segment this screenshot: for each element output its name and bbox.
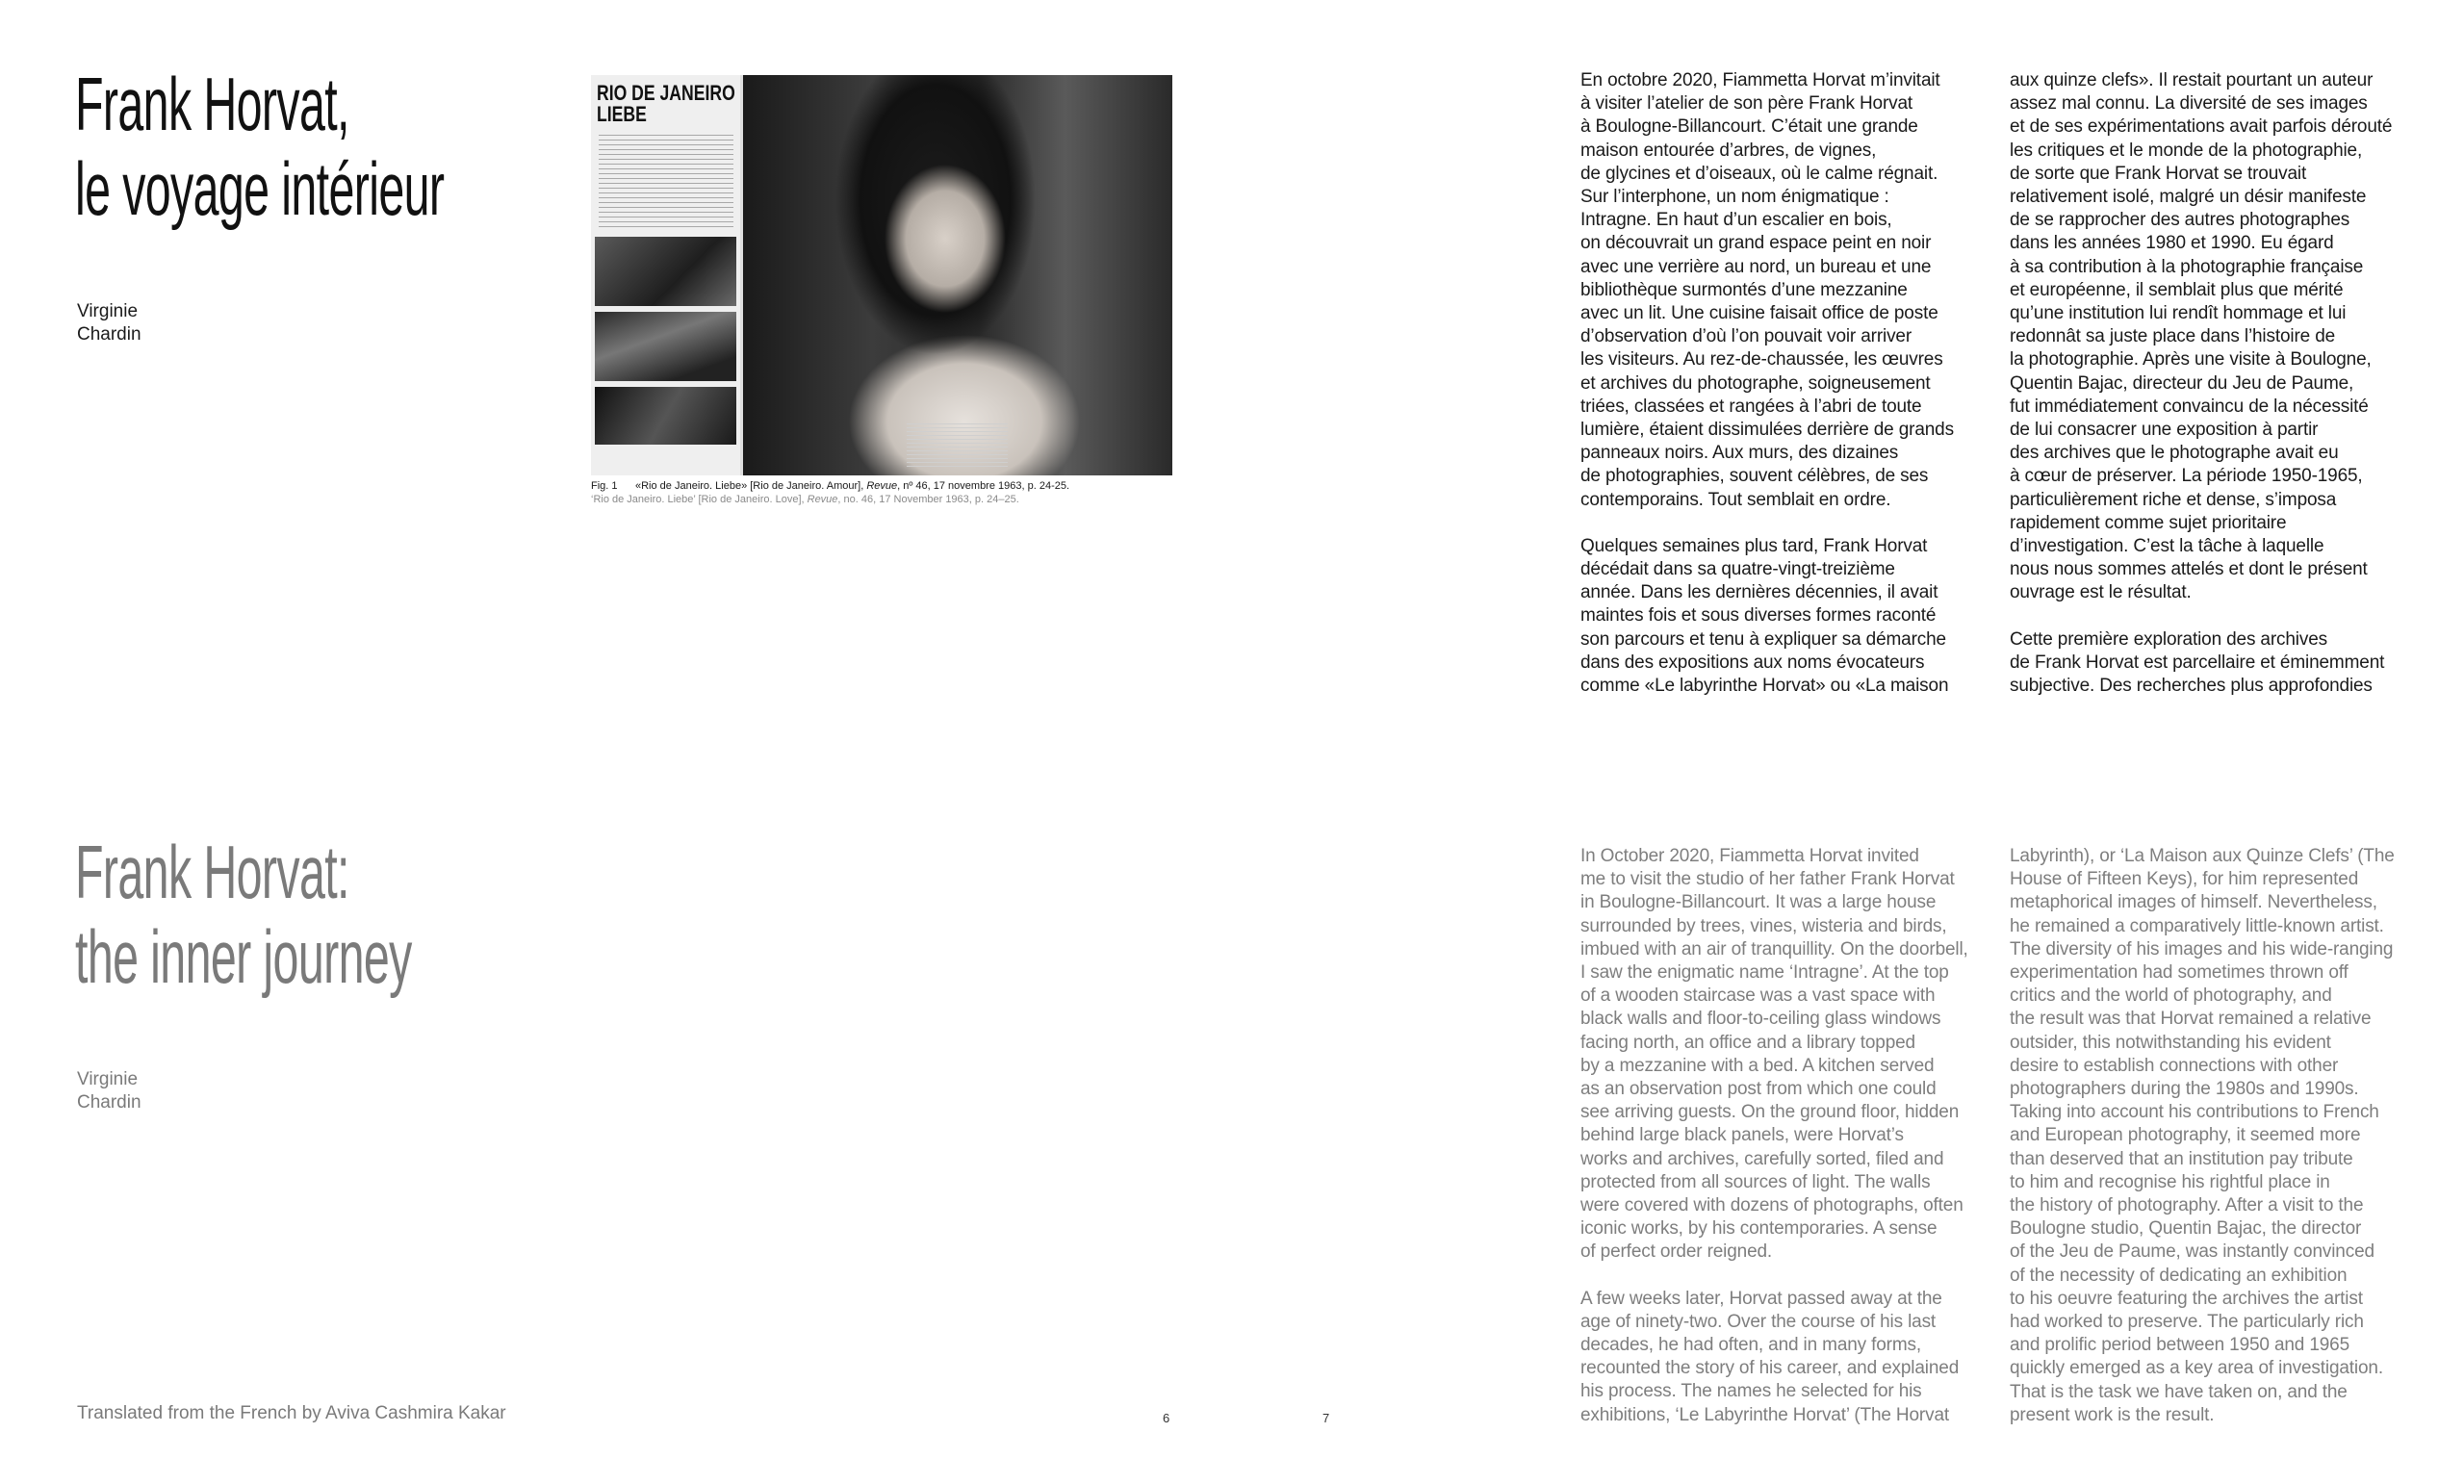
text-line: et archives du photographe, soigneusement — [1580, 372, 1931, 394]
text-line: photographers during the 1980s and 1990s. — [2010, 1079, 2359, 1100]
paragraph — [2010, 628, 2424, 699]
caption-text: ‘Rio de Janeiro. Liebe’ [Rio de Janeiro. Love], — [591, 494, 808, 505]
text-line: exhibitions, ‘Le Labyrinthe Horvat’ (The Horvat — [1580, 1404, 1949, 1425]
english-author — [77, 1068, 141, 1114]
text-line: That is the task we have taken on, and the — [2010, 1381, 2348, 1402]
text-line: recounted the story of his career, and explained — [1580, 1358, 1960, 1379]
text-line: to his oeuvre featuring the archives the artist — [2010, 1288, 2363, 1309]
english-title-line: Frank Horvat: — [75, 830, 349, 914]
text-line: House of Fifteen Keys), for him represented — [2010, 869, 2359, 890]
text-line: and European photography, it seemed more — [2010, 1125, 2361, 1146]
figure-caption-en — [591, 493, 1207, 506]
text-line: contemporains. Tout semblait en ordre. — [1580, 489, 1891, 510]
text-line: à visiter l’atelier de son père Frank Horvat — [1580, 93, 1913, 115]
text-line: avec une verrière au nord, un bureau et une — [1580, 256, 1932, 277]
text-line: Labyrinth), or ‘La Maison aux Quinze Clefs’ (The — [2010, 846, 2395, 866]
text-line: outsider, this notwithstanding his evident — [2010, 1032, 2331, 1053]
text-line: and prolific period between 1950 and 1965 — [2010, 1335, 2350, 1356]
text-line: In October 2020, Fiammetta Horvat invited — [1580, 846, 1919, 866]
text-line: à sa contribution à la photographie française — [2010, 256, 2364, 277]
text-line: had worked to preserve. The particularly rich — [2010, 1312, 2364, 1333]
text-line: aux quinze clefs». Il restait pourtant un auteur — [2010, 70, 2374, 90]
text-line: à Boulogne-Billancourt. C’était une grande — [1580, 116, 1918, 138]
text-line: assez mal connu. La diversité de ses images — [2010, 93, 2368, 115]
caption-journal: Revue — [866, 480, 898, 492]
text-line: Cette première exploration des archives — [2010, 628, 2327, 650]
caption-text: , no. 46, 17 November 1963, p. 24–25. — [837, 494, 1019, 505]
text-line: by a mezzanine with a bed. A kitchen served — [1580, 1055, 1935, 1076]
text-line: the result was that Horvat remained a relative — [2010, 1009, 2372, 1030]
caption-text: «Rio de Janeiro. Liebe» [Rio de Janeiro. Amour], — [635, 480, 867, 492]
text-line: et de ses expérimentations avait parfois dérouté — [2010, 116, 2393, 138]
text-line: son parcours et tenu à expliquer sa démarche — [1580, 628, 1946, 650]
text-line: nous nous sommes attelés et dont le présent — [2010, 559, 2368, 580]
text-line: present work is the result. — [2010, 1404, 2215, 1425]
magazine-body-text — [599, 135, 733, 231]
text-line: de photographies, souvent célèbres, de ses — [1580, 466, 1929, 487]
page-number-left: 6 — [1163, 1411, 1170, 1425]
text-line: The diversity of his images and his wide-ranging — [2010, 938, 2394, 959]
text-line: de lui consacrer une exposition à partir — [2010, 420, 2319, 441]
text-line: de Frank Horvat est parcellaire et éminemment — [2010, 652, 2385, 673]
author-first-name: Virginie — [77, 301, 139, 321]
text-line: his process. The names he selected for his — [1580, 1381, 1922, 1402]
text-line: than deserved that an institution pay tribute — [2010, 1148, 2353, 1169]
author-first-name: Virginie — [77, 1069, 139, 1089]
text-line: Taking into account his contributions to French — [2010, 1102, 2379, 1123]
text-line: metaphorical images of himself. Nevertheless, — [2010, 892, 2377, 913]
text-line: of the Jeu de Paume, was instantly convinced — [2010, 1241, 2374, 1263]
text-line: were covered with dozens of photographs, often — [1580, 1195, 1964, 1216]
text-line: quickly emerged as a key area of investigation. — [2010, 1358, 2383, 1379]
magazine-heading-line: LIEBE — [597, 102, 647, 126]
text-line: d’investigation. C’est la tâche à laquelle — [2010, 536, 2324, 557]
text-line: in Boulogne-Billancourt. It was a large house — [1580, 892, 1937, 913]
text-line: les critiques et le monde de la photographie, — [2010, 140, 2363, 161]
text-line: comme «Le labyrinthe Horvat» ou «La maison — [1580, 676, 1949, 697]
caption-journal: Revue — [807, 494, 838, 505]
text-line: Quelques semaines plus tard, Frank Horvat — [1580, 535, 1928, 556]
text-line: de se rapprocher des autres photographes — [2010, 210, 2350, 231]
paragraph — [1580, 535, 1994, 698]
text-line: of a wooden staircase was a vast space with — [1580, 985, 1936, 1007]
text-line: see arriving guests. On the ground floor, hidden — [1580, 1102, 1960, 1123]
french-title — [75, 62, 444, 231]
text-line: de sorte que Frank Horvat se trouvait — [2010, 163, 2307, 184]
text-line: année. Dans les dernières décennies, il avait — [1580, 582, 1938, 603]
text-line: les visiteurs. Au rez-de-chaussée, les œuvres — [1580, 349, 1943, 371]
magazine-thumbnail-photo — [595, 312, 736, 381]
text-line: me to visit the studio of her father Frank Horvat — [1580, 869, 1955, 890]
text-line: ouvrage est le résultat. — [2010, 582, 2192, 603]
text-line: facing north, an office and a library topped — [1580, 1032, 1915, 1053]
magazine-thumbnail-photo — [595, 387, 736, 445]
magazine-left-page — [591, 75, 740, 475]
text-line: iconic works, by his contemporaries. A sense — [1580, 1218, 1938, 1240]
text-line: triées, classées et rangées à l’abri de toute — [1580, 396, 1922, 417]
text-line: as an observation post from which one could — [1580, 1079, 1937, 1100]
text-line: décédait dans sa quatre-vingt-treizième — [1580, 559, 1895, 580]
text-line: behind large black panels, were Horvat’s — [1580, 1125, 1904, 1146]
text-line: En octobre 2020, Fiammetta Horvat m’invitait — [1580, 70, 1940, 90]
text-line: works and archives, carefully sorted, filed and — [1580, 1148, 1944, 1169]
text-line: protected from all sources of light. The walls — [1580, 1171, 1931, 1192]
text-line: particulièrement riche et dense, s’imposa — [2010, 489, 2337, 510]
french-column-2 — [2010, 69, 2424, 698]
page-number-right: 7 — [1322, 1411, 1330, 1425]
text-line: de glycines et d’oiseaux, où le calme régnait. — [1580, 163, 1938, 184]
text-line: Intragne. En haut d’un escalier en bois, — [1580, 210, 1892, 231]
magazine-main-photo — [743, 75, 1172, 475]
text-line: Sur l’interphone, un nom énigmatique : — [1580, 187, 1889, 208]
text-line: subjective. Des recherches plus approfondies — [2010, 676, 2373, 697]
text-line: on découvrait un grand espace peint en noir — [1580, 233, 1932, 254]
text-line: et européenne, il semblait plus que mérité — [2010, 279, 2344, 300]
text-line: of perfect order reigned. — [1580, 1241, 1773, 1263]
text-line: surrounded by trees, vines, wisteria and birds, — [1580, 915, 1947, 936]
french-column-1 — [1580, 69, 1994, 698]
text-line: d’observation d’où l’on pouvait voir arriver — [1580, 326, 1912, 347]
english-title-line: the inner journey — [75, 914, 412, 999]
text-line: dans des expositions aux noms évocateurs — [1580, 652, 1925, 673]
paragraph — [1580, 845, 1994, 1265]
text-line: rapidement comme sujet prioritaire — [2010, 512, 2287, 533]
text-line: black walls and floor-to-ceiling glass windows — [1580, 1009, 1941, 1030]
text-line: A few weeks later, Horvat passed away at the — [1580, 1288, 1942, 1309]
text-line: redonnât sa juste place dans l’histoire de — [2010, 326, 2336, 347]
paragraph — [1580, 1288, 1994, 1427]
paragraph — [2010, 69, 2424, 605]
text-line: fut immédiatement convaincu de la nécessité — [2010, 396, 2369, 417]
english-column-2 — [2010, 845, 2424, 1427]
text-line: I saw the enigmatic name ‘Intragne’. At the top — [1580, 962, 1949, 984]
figure-label: Fig. 1 — [591, 480, 618, 492]
text-line: à cœur de préserver. La période 1950-1965, — [2010, 466, 2363, 487]
text-line: experimentation had sometimes thrown off — [2010, 962, 2348, 984]
text-line: maison entourée d’arbres, de vignes, — [1580, 140, 1877, 161]
text-line: panneaux noirs. Aux murs, des dizaines — [1580, 443, 1899, 464]
text-line: of the necessity of dedicating an exhibition — [2010, 1265, 2348, 1286]
text-line: relativement isolé, malgré un désir manifeste — [2010, 187, 2367, 208]
text-line: age of ninety-two. Over the course of his last — [1580, 1311, 1937, 1332]
french-title-line: le voyage intérieur — [75, 146, 445, 231]
text-line: decades, he had often, and in many forms, — [1580, 1335, 1922, 1356]
text-line: dans les années 1980 et 1990. Eu égard — [2010, 233, 2334, 254]
text-line: he remained a comparatively little-known artist. — [2010, 915, 2384, 936]
english-title — [75, 830, 412, 999]
french-author — [77, 300, 141, 346]
paragraph — [1580, 69, 1994, 512]
magazine-thumbnail-photo — [595, 237, 736, 306]
figure-caption-fr — [591, 479, 1207, 493]
magazine-spread-image — [591, 75, 1172, 475]
translation-credit: Translated from the French by Aviva Cashmira Kakar — [77, 1403, 506, 1423]
french-title-line: Frank Horvat, — [75, 62, 349, 146]
text-line: the history of photography. After a visit to the — [2010, 1195, 2364, 1216]
text-line: lumière, étaient dissimulées derrière de grands — [1580, 420, 1954, 441]
text-line: desire to establish connections with other — [2010, 1055, 2339, 1076]
paragraph — [2010, 845, 2424, 1427]
text-line: bibliothèque surmontés d’une mezzanine — [1580, 279, 1908, 300]
text-line: qu’une institution lui rendît hommage et lui — [2010, 303, 2347, 324]
text-line: maintes fois et sous diverses formes raconté — [1580, 605, 1937, 627]
text-line: Boulogne studio, Quentin Bajac, the director — [2010, 1218, 2362, 1240]
author-last-name: Chardin — [77, 324, 141, 345]
magazine-photo-caption — [907, 423, 1008, 470]
text-line: des archives que le photographe avait eu — [2010, 443, 2339, 464]
text-line: la photographie. Après une visite à Boulogne, — [2010, 349, 2372, 371]
caption-text: , nº 46, 17 novembre 1963, p. 24-25. — [897, 480, 1070, 492]
text-line: to him and recognise his rightful place in — [2010, 1171, 2330, 1192]
text-line: critics and the world of photography, and — [2010, 985, 2332, 1007]
text-line: avec un lit. Une cuisine faisait office de poste — [1580, 303, 1938, 324]
magazine-heading-line: RIO DE JANEIRO — [597, 81, 735, 105]
magazine-heading — [597, 83, 735, 125]
author-last-name: Chardin — [77, 1092, 141, 1113]
figure-caption — [591, 479, 1207, 506]
text-line: Quentin Bajac, directeur du Jeu de Paume, — [2010, 372, 2354, 394]
text-line: imbued with an air of tranquillity. On the doorbell, — [1580, 938, 1968, 959]
english-column-1 — [1580, 845, 1994, 1427]
